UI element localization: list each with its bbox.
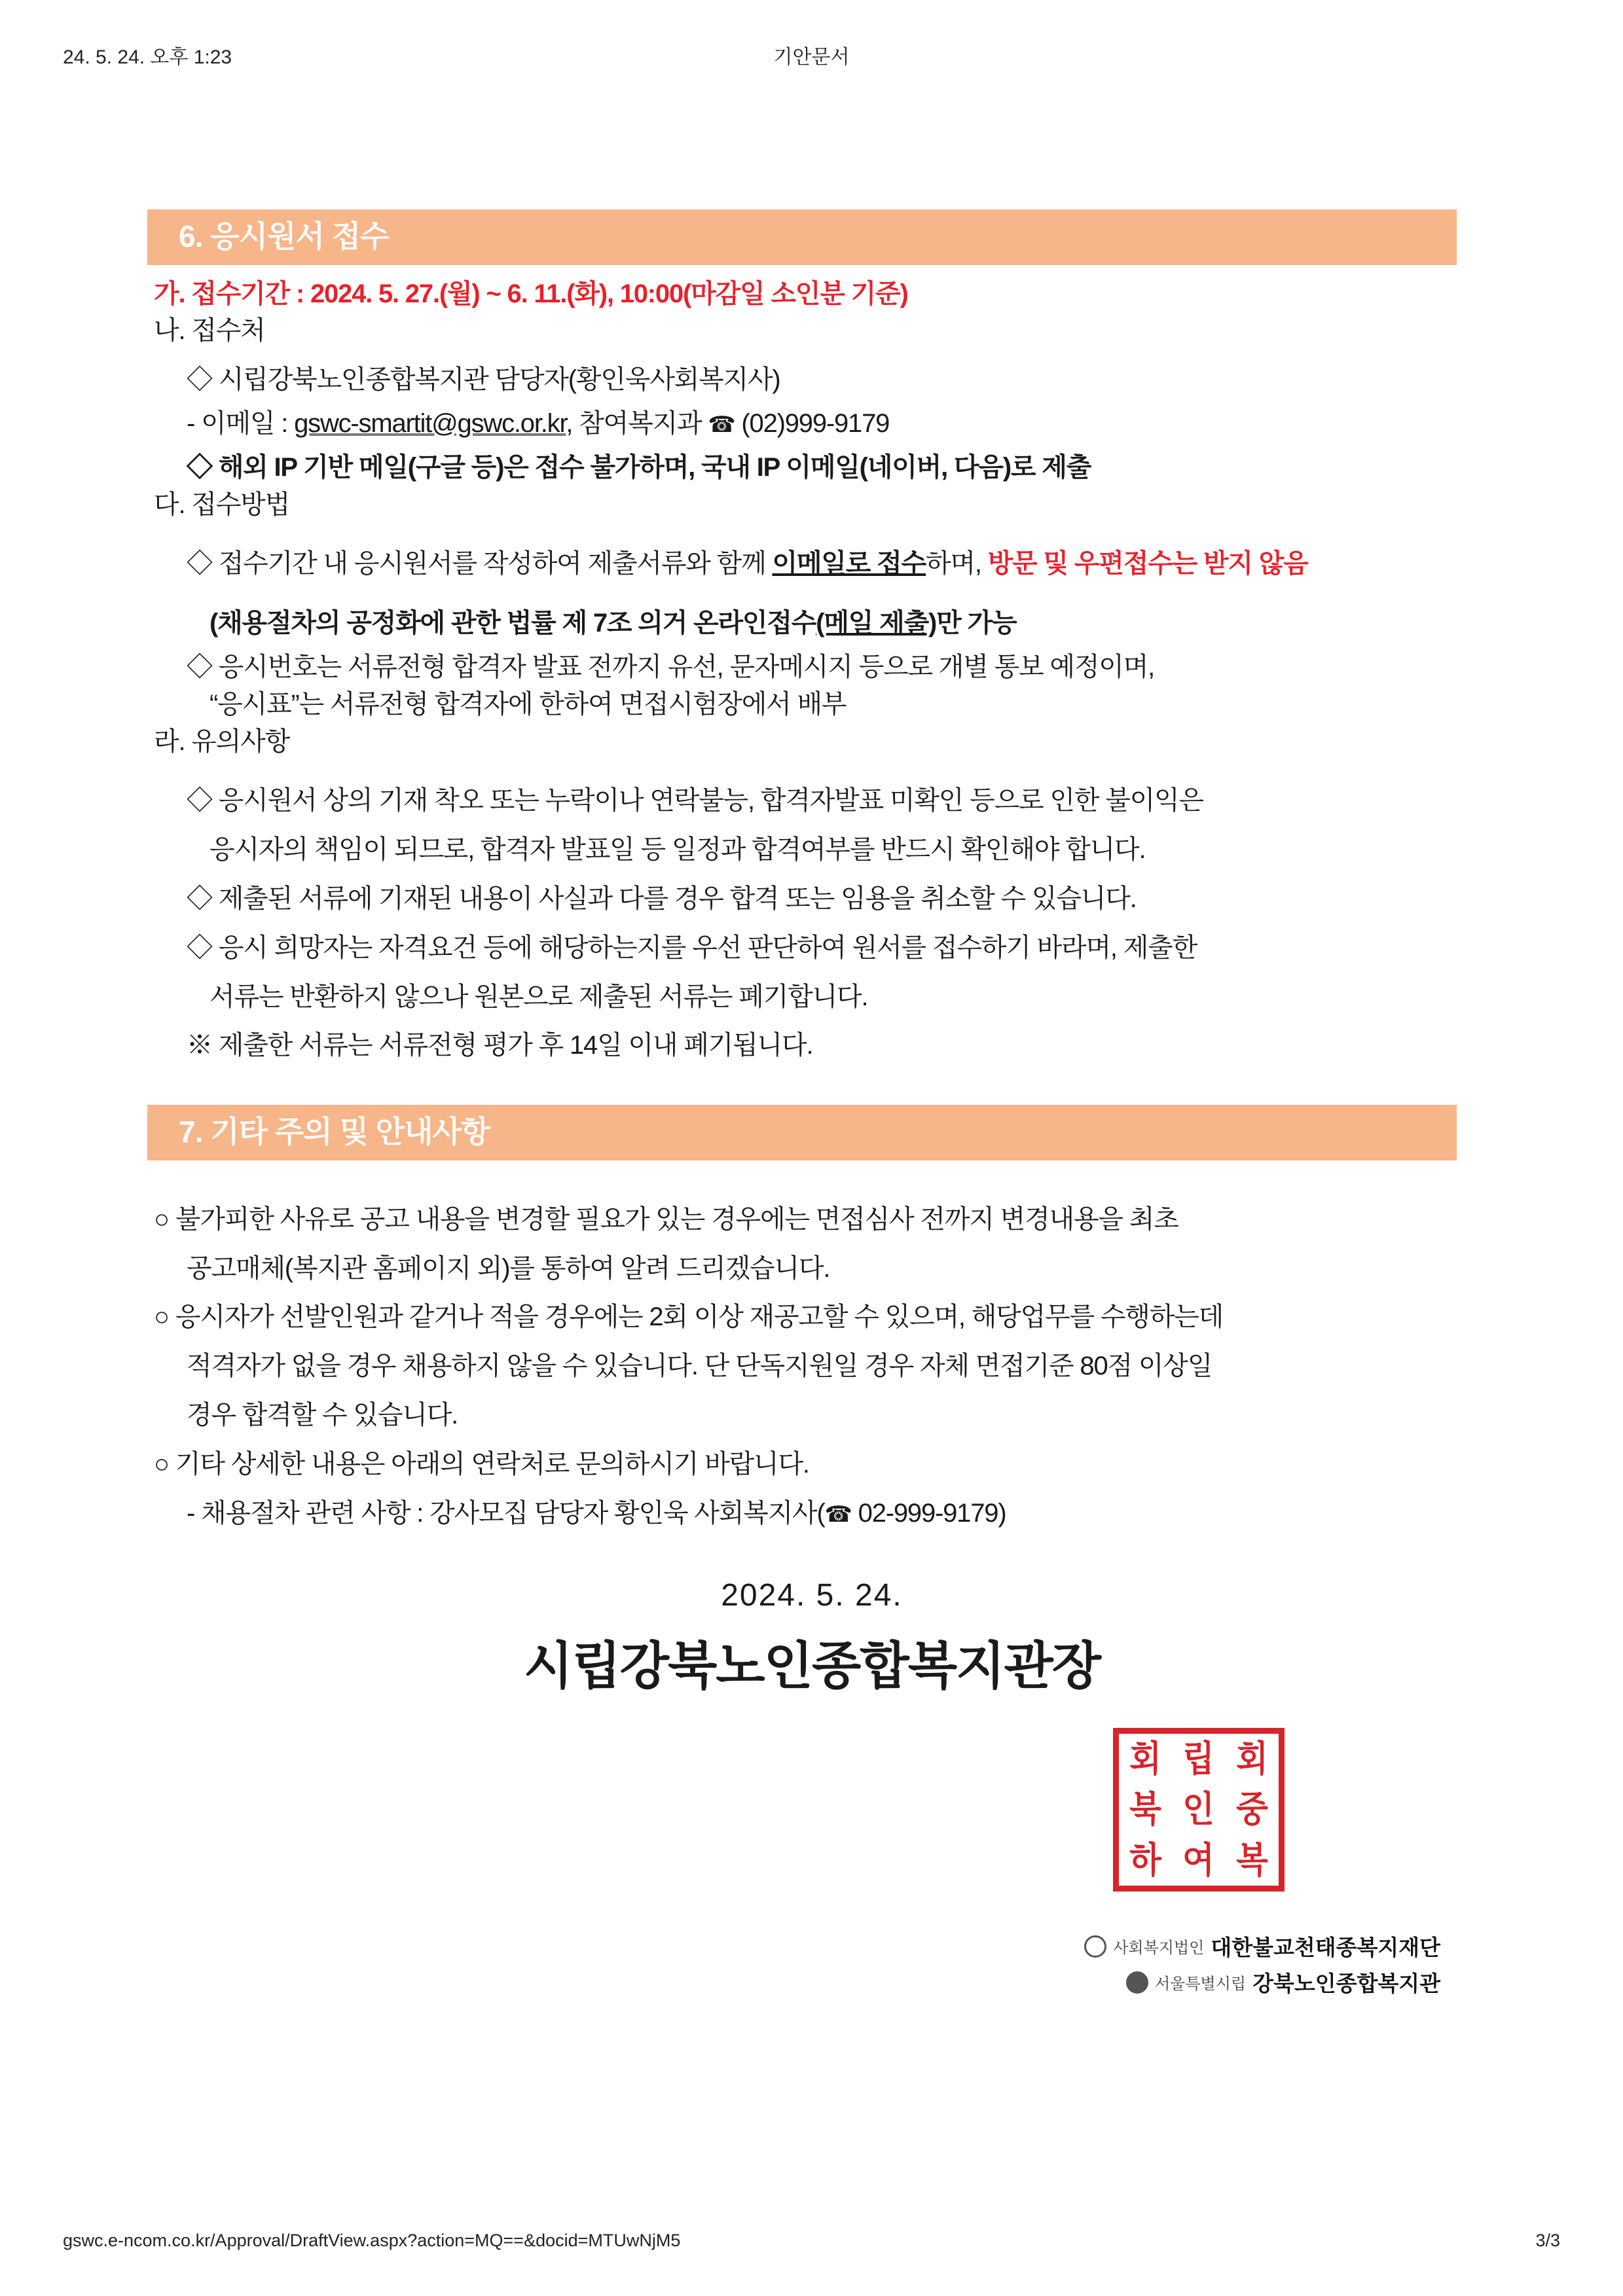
stamp-char: 중: [1235, 1789, 1268, 1830]
section-7-line-4: 적격자가 없을 경우 채용하지 않을 수 있습니다. 단 단독지원일 경우 자체 면접기준 80점 이상일: [187, 1352, 1213, 1381]
section-7-line-7: [187, 1495, 1476, 1532]
section-6-line-2: 나. 접수처: [154, 316, 265, 346]
section-6-line-15: ◇ 응시 희망자는 자격요건 등에 해당하는지를 우선 판단하여 원서를 접수하기 바라며, 제출한: [187, 933, 1197, 962]
stamp-char: 여: [1182, 1840, 1215, 1880]
stamp-char: 립: [1182, 1739, 1215, 1780]
document-content: [147, 209, 1476, 1698]
organization-logo: [1034, 1931, 1440, 2003]
section-6-line-5: ◇ 해외 IP 기반 메일(구글 등)은 접수 불가하며, 국내 IP 이메일(네이버, 다음)로 제출: [187, 452, 1091, 482]
print-footer-page: 3/3: [1535, 2231, 1560, 2250]
print-header-title: 기안문서: [773, 46, 850, 68]
section-7-line-5: 경우 합격할 수 있습니다.: [187, 1400, 458, 1429]
section-6-line-16: 서류는 반환하지 않으나 원본으로 제출된 서류는 폐기합니다.: [210, 982, 868, 1011]
section-6-line-1: 가. 접수기간 : 2024. 5. 27.(월) ~ 6. 11.(화), 10:00(마감일 소인분 기준): [154, 279, 908, 308]
section-6-line-13: 응시자의 책임이 되므로, 합격자 발표일 등 일정과 합격여부를 반드시 확인해야 합니다.: [210, 835, 1146, 865]
email-label: - 이메일 :: [187, 408, 295, 438]
law-text-b: (메일 제출): [816, 609, 937, 638]
official-seal-stamp: [1113, 1728, 1285, 1892]
section-6-line-6: 다. 접수방법: [154, 490, 290, 519]
section-6-line-14: ◇ 제출된 서류에 기재된 내용이 사실과 다를 경우 합격 또는 임용을 취소할 수 있습니다.: [187, 884, 1137, 913]
signature-date: 2024. 5. 24.: [721, 1578, 903, 1613]
phone-icon: ☎: [824, 1501, 852, 1527]
section-7-line-6: ○ 기타 상세한 내용은 아래의 연락처로 문의하시기 바랍니다.: [154, 1449, 809, 1479]
phone-icon: ☎: [708, 412, 735, 437]
section-7-line-3: ○ 응시자가 선발인원과 같거나 적을 경우에는 2회 이상 재공고할 수 있으며, 해당업무를 수행하는데: [154, 1302, 1224, 1332]
section-6-heading: 6. 응시원서 접수: [147, 209, 1457, 265]
submit-method-text-c: 하며,: [926, 549, 988, 579]
org-center-prefix: 서울특별시립: [1154, 1975, 1247, 1993]
circle-mark-icon: [1084, 1935, 1106, 1958]
stamp-char: 인: [1182, 1789, 1215, 1830]
phone-number: (02)999-9179: [741, 408, 890, 438]
law-text-a: (채용절차의 공정화에 관한 법률 제 7조 의거 온라인접수: [210, 609, 816, 638]
section-6-line-3: ◇ 시립강북노인종합복지관 담당자(황인욱사회복지사): [187, 365, 780, 395]
stamp-char: 회: [1235, 1739, 1268, 1780]
print-footer-url: gswc.e-ncom.co.kr/Approval/DraftView.aspx?action=MQ==&docid=MTUwNjM5: [63, 2231, 681, 2250]
section-6-line-4: [187, 405, 1476, 442]
stamp-char: 북: [1129, 1789, 1162, 1830]
email-link[interactable]: gswc-smartit@gswc.or.kr: [294, 408, 566, 438]
org-foundation-name: 대한불교천태종복지재단: [1211, 1935, 1440, 1960]
org-foundation-prefix: 사회복지법인: [1113, 1939, 1205, 1957]
section-6-line-8: [210, 605, 1476, 642]
submit-method-text-a: ◇ 접수기간 내 응시원서를 작성하여 제출서류와 함께: [187, 549, 773, 579]
email-dept: , 참여복지과: [566, 408, 702, 438]
section-6-line-9: ◇ 응시번호는 서류전형 합격자 발표 전까지 유선, 문자메시지 등으로 개별 통보 예정이며,: [187, 652, 1155, 681]
org-center-name: 강북노인종합복지관: [1252, 1971, 1440, 1996]
law-text-c: 만 가능: [936, 609, 1017, 638]
section-7-line-1: ○ 불가피한 사유로 공고 내용을 변경할 필요가 있는 경우에는 면접심사 전까지 변경내용을 최초: [154, 1204, 1178, 1234]
section-7-line-2: 공고매체(복지관 홈페이지 외)를 통하여 알려 드리겠습니다.: [187, 1253, 830, 1283]
section-6-line-17: ※ 제출한 서류는 서류전형 평가 후 14일 이내 폐기됩니다.: [187, 1031, 813, 1060]
print-footer: [0, 2231, 1623, 2257]
section-6-line-7: [187, 545, 1476, 583]
print-header-datetime: 24. 5. 24. 오후 1:23: [63, 46, 232, 68]
contact-text-pre: - 채용절차 관련 사항 : 강사모집 담당자 황인욱 사회복지사(: [187, 1498, 825, 1528]
org-line-center: [1034, 1967, 1440, 1998]
submit-method-emphasis: 이메일로 접수: [772, 549, 926, 579]
section-6-line-11: 라. 유의사항: [154, 726, 290, 756]
stamp-char: 복: [1235, 1840, 1268, 1880]
stamp-char: 회: [1129, 1739, 1162, 1780]
section-6-line-10: “응시표”는 서류전형 합격자에 한하여 면접시험장에서 배부: [210, 689, 847, 719]
stamp-char: 하: [1129, 1840, 1162, 1880]
print-header: [0, 41, 1623, 67]
contact-text-post: 02-999-9179): [851, 1498, 1006, 1528]
dot-mark-icon: [1126, 1971, 1148, 1994]
org-line-foundation: [1034, 1931, 1440, 1962]
submit-method-warning: 방문 및 우편접수는 받지 않음: [987, 549, 1308, 579]
section-7-heading: 7. 기타 주의 및 안내사항: [147, 1105, 1457, 1160]
section-6-line-12: ◇ 응시원서 상의 기재 착오 또는 누락이나 연락불능, 합격자발표 미확인 등으로 인한 불이익은: [187, 786, 1203, 816]
signature-name: 시립강북노인종합복지관장: [523, 1637, 1101, 1695]
